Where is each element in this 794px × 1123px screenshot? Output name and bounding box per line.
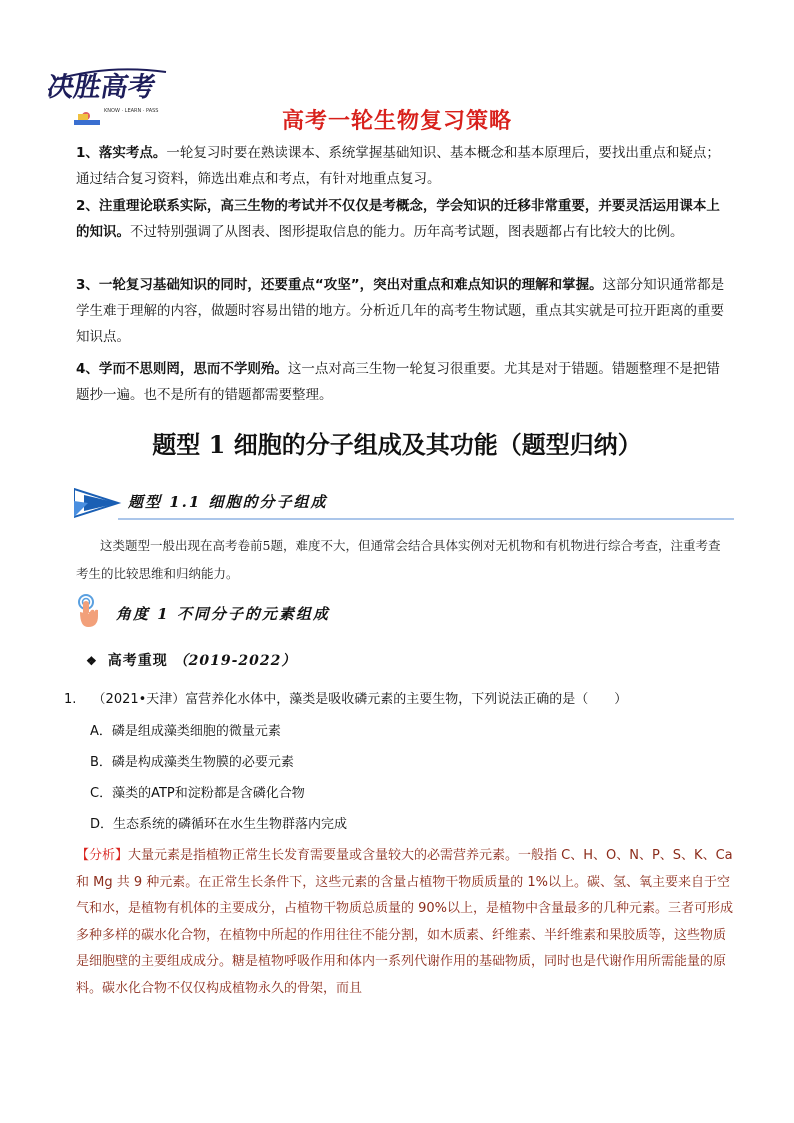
diamond-bullet-icon: ❖ [86, 654, 98, 668]
question-stem [64, 688, 744, 707]
strategy-3 [76, 272, 726, 350]
strategy-3-lead: 3、一轮复习基础知识的同时，还要重点“攻坚”，突出对重点和难点知识的理解和掌握。 [76, 277, 603, 293]
strategy-4-lead: 4、学而不思则罔，思而不学则殆。 [76, 361, 288, 377]
question-text: （2021•天津）富营养化水体中，藻类是吸收磷元素的主要生物，下列说法正确的是（ ） [92, 692, 628, 707]
option-d: D．生态系统的磷循环在水生生物群落内完成 [90, 817, 348, 832]
pointer-hand-icon [74, 594, 102, 628]
option-c: C．藻类的ATP和淀粉都是含磷化合物 [90, 786, 305, 801]
analysis-tag: 【分析】 [76, 848, 129, 863]
option-b: B．磷是构成藻类生物膜的必要元素 [90, 755, 294, 770]
subsection-title: 题型 1.1 细胞的分子组成 [128, 493, 328, 511]
page-title: 高考一轮生物复习策略 [281, 109, 512, 134]
strategy-2-lead: 2、注重理论联系实际，高三生物的考试并不仅仅是考概念，学会知识的迁移非常重要，并要灵活运用课本上的知识。 [76, 198, 720, 240]
strategy-1 [76, 140, 726, 192]
angle-title: 角度 1 不同分子的元素组成 [116, 605, 330, 623]
review-years: （2019-2022） [173, 653, 297, 669]
strategy-4-body: 这一点对高三生物一轮复习很重要。尤其是对于错题。错题整理不是把错题抄一遍。也不是所有的错题都需要整理。 [76, 361, 720, 403]
strategy-3-body: 这部分知识通常都是学生难于理解的内容，做题时容易出错的地方。分析近几年的高考生物试题，重点其实就是可拉开距离的重要知识点。 [76, 277, 725, 345]
analysis-text: 大量元素是指植物正常生长发育需要量或含量较大的必需营养元素。一般指 C、H、O、N、P、S、K、Ca 和 Mg 共 9 种元素。在正常生长条件下，这些元素的含量占植物干物质质量的 1%以上。碳、氢、氧主要来自于空气和水，是植物有机体的主要成分，占植物干物质总质量的 90%以上，是植物中含量最多的几种元素。三者可形成多种多样的碳水化合物，在植物中所起的作用往往不能分割，如木质素、纤维素、半纤维素和果胶质等，这些物质是细胞壁的主要组成成分。糖是植物呼吸作用和体内一系列代谢作用的基础物质，同时也是代谢作用所需能量的原料。碳水化合物不仅仅构成植物永久的骨架，而且 [76, 848, 734, 996]
question-number: 1. [64, 692, 77, 707]
strategy-1-body: 一轮复习时要在熟读课本、系统掌握基础知识、基本概念和基本原理后，要找出重点和疑点；通过结合复习资料，筛选出难点和考点，有针对地重点复习。 [76, 145, 720, 187]
strategy-2 [76, 193, 726, 245]
intro-paragraph: 这类题型一般出现在高考卷前5题，难度不大，但通常会结合具体实例对无机物和有机物进行综合考查，注重考查考生的比较思维和归纳能力。 [76, 538, 721, 581]
section-title: 题型 1 细胞的分子组成及其功能（题型归纳） [152, 430, 642, 459]
logo-caption: KNOW · LEARN · PASS [104, 108, 159, 114]
strategy-2-body: 不过特别强调了从图表、图形提取信息的能力。历年高考试题，图表题都占有比较大的比例。 [130, 224, 684, 240]
review-label: 高考重现 [107, 653, 168, 669]
option-a: A．磷是组成藻类细胞的微量元素 [90, 724, 281, 739]
logo-text: 决胜高考 [48, 71, 158, 103]
review-heading [86, 650, 296, 670]
analysis-paragraph [76, 843, 736, 1002]
strategy-4 [76, 356, 726, 408]
strategy-1-lead: 1、落实考点。 [76, 145, 167, 161]
